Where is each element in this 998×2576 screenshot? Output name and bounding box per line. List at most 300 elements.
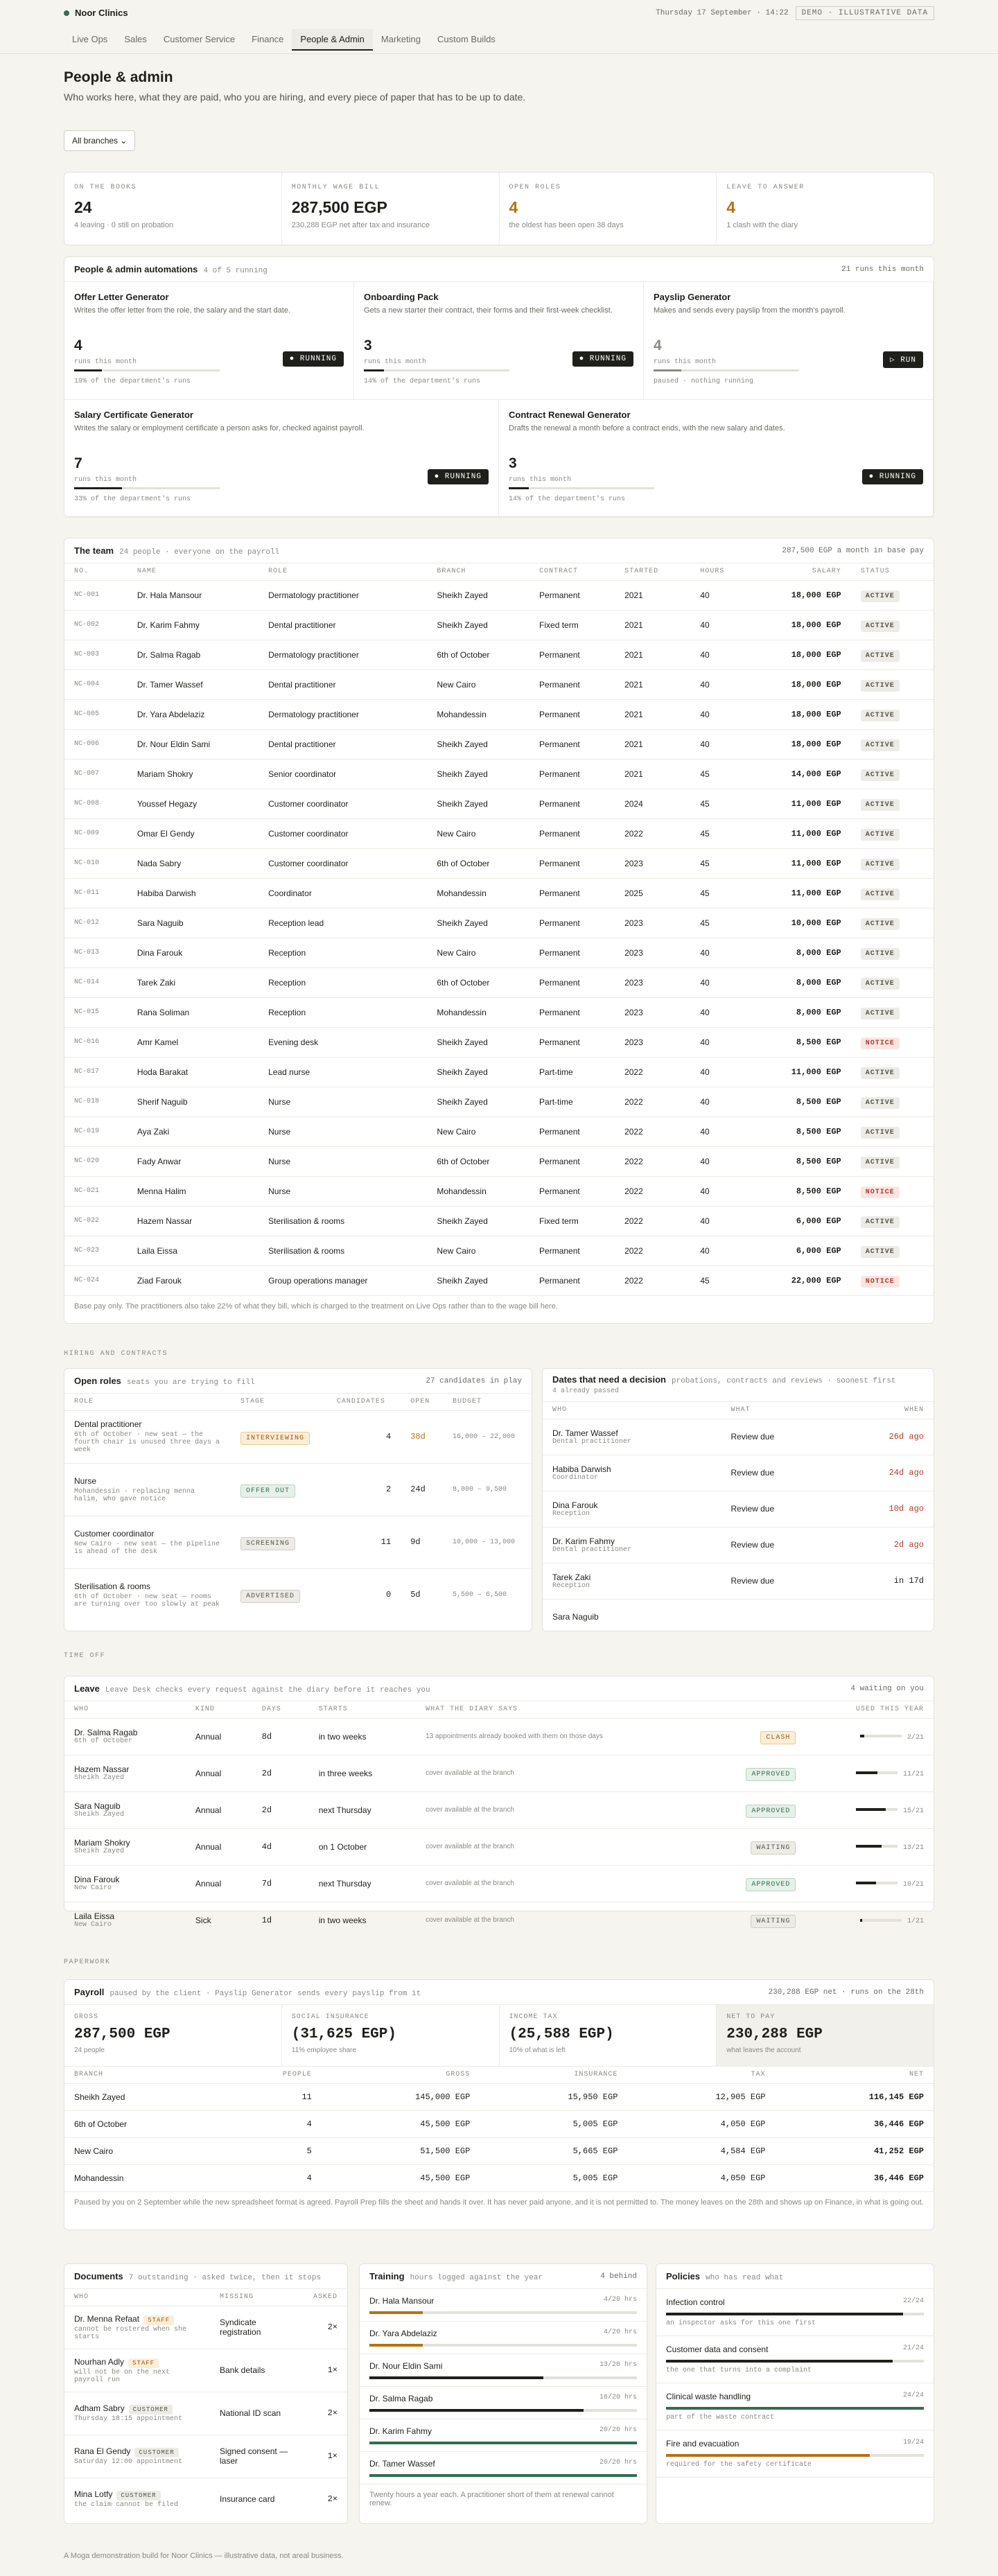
leave-row[interactable] [64,1828,934,1865]
role-row[interactable] [64,1410,532,1463]
training-name: Dr. Karim Fahmy [369,2426,432,2436]
dates-col-header: WHO [552,1406,568,1414]
payroll-kpi [64,2005,282,2066]
started: 2023 [615,938,690,967]
document-row[interactable] [64,2435,347,2478]
running-badge[interactable]: ● RUNNING [572,351,633,367]
leave-col-header [704,1701,806,1718]
automation-runs-label: runs this month [509,476,572,484]
leave-used-bar [856,1808,898,1811]
training-row[interactable] [360,2387,647,2419]
branch: 6th of October [427,967,529,997]
hours: 40 [690,997,752,1027]
hours: 40 [690,938,752,967]
branch: Sheikh Zayed [427,1265,529,1295]
leave-row[interactable] [64,1791,934,1828]
branch: Sheikh Zayed [64,2083,218,2110]
tax: 12,905 EGP [627,2083,775,2110]
dates-sub: probations, contracts and reviews · soonest first [672,1377,896,1385]
branch: Mohandessin [427,878,529,908]
training-row[interactable] [360,2419,647,2452]
document-asked: 1× [304,2349,347,2392]
table-row[interactable] [64,1236,934,1265]
policy-bar [666,2360,924,2363]
tab-marketing[interactable]: Marketing [380,34,421,44]
started: 2021 [615,729,690,759]
role: Coordinator [259,878,427,908]
open-roles-panel [64,1368,532,1631]
contract: Permanent [529,997,615,1027]
date-what: Review due [721,1527,834,1563]
table-row[interactable] [64,729,934,759]
role-row[interactable] [64,1568,532,1621]
hours: 40 [690,1057,752,1087]
salary: 18,000 EGP [753,610,851,640]
started: 2021 [615,669,690,699]
salary: 6,000 EGP [753,1236,851,1265]
employee-name: Hazem Nassar [128,1206,259,1236]
kpi-sub: 1 clash with the diary [726,221,798,229]
table-row[interactable] [64,878,934,908]
document-row[interactable] [64,2306,347,2349]
date-row[interactable] [543,1419,934,1455]
policy-count: 19/24 [902,2439,924,2446]
salary: 11,000 EGP [753,878,851,908]
role: Evening desk [259,1027,427,1057]
candidates: 11 [327,1516,401,1568]
table-row[interactable] [64,1027,934,1057]
tax: 4,050 EGP [627,2164,775,2191]
kpi-sub: the oldest has been open 38 days [509,221,624,229]
hours: 40 [690,640,752,669]
payroll-row[interactable] [64,2137,934,2164]
date-row[interactable] [543,1455,934,1491]
branch: New Cairo [427,669,529,699]
employee-name: Nada Sabry [128,848,259,878]
hours: 40 [690,967,752,997]
team-col-header: CONTRACT [539,568,579,576]
status-badge: NOTICE [861,1276,900,1288]
automation-runs-label: runs this month [654,358,717,366]
tab-finance[interactable]: Finance [252,34,284,44]
leave-who: Dr. Salma Ragab [74,1728,138,1737]
employee-no: NC-002 [64,610,128,640]
table-row[interactable] [64,1087,934,1116]
document-asked: 2× [304,2306,347,2349]
people: 4 [218,2110,322,2137]
employee-no: NC-007 [64,759,128,789]
leave-branch: 6th of October [74,1737,133,1745]
leave-status-badge[interactable]: APPROVED [746,1768,796,1781]
insurance: 5,005 EGP [480,2164,627,2191]
status-badge: NOTICE [861,1186,900,1198]
employee-no: NC-006 [64,729,128,759]
branch: Sheikh Zayed [427,1087,529,1116]
table-row[interactable] [64,1116,934,1146]
kpi-value: 287,500 EGP [291,198,387,216]
insurance: 5,665 EGP [480,2137,627,2164]
document-detail: the claim cannot be filed [74,2501,179,2509]
leave-who: Sara Naguib [74,1801,121,1811]
employee-name: Sara Naguib [128,908,259,938]
training-row[interactable] [360,2289,647,2322]
role: Nurse [259,1116,427,1146]
roles-col-header: ROLE [74,1398,94,1406]
leave-row[interactable] [64,1902,934,1938]
document-missing: National ID scan [210,2392,304,2435]
leave-branch: Sheikh Zayed [74,1774,125,1782]
tab-customer-service[interactable]: Customer Service [163,34,236,44]
policy-bar [666,2313,924,2315]
date-role: Dental practitioner [552,1437,632,1446]
contract: Permanent [529,640,615,669]
document-who: Dr. Menna Refaat [74,2313,140,2324]
contract: Permanent [529,1176,615,1206]
role: Dermatology practitioner [259,580,427,610]
table-row[interactable] [64,610,934,640]
role: Nurse [259,1176,427,1206]
gross: 45,500 EGP [322,2110,480,2137]
salary: 11,000 EGP [753,1057,851,1087]
document-missing: Signed consent — laser [210,2435,304,2478]
kpi-label: LEAVE TO ANSWER [726,184,805,191]
document-missing: Insurance card [210,2478,304,2521]
training-row[interactable] [360,2354,647,2387]
insurance: 5,005 EGP [480,2110,627,2137]
employee-name: Tarek Zaki [128,967,259,997]
leave-branch: Sheikh Zayed [74,1811,125,1819]
stage-badge: SCREENING [240,1537,295,1550]
brand[interactable]: Noor Clinics [64,8,128,18]
leave-starts: in two weeks [309,1902,416,1938]
payroll-sub: paused by the client · Payslip Generator sends every payslip from it [110,1989,421,1998]
contract: Permanent [529,1265,615,1295]
date-time: Thursday 17 September · 14:22 [656,9,789,17]
team-title: The team [74,545,114,556]
policy-detail: the one that turns into a complaint [666,2367,812,2374]
running-badge[interactable]: ● RUNNING [428,469,489,484]
contract: Permanent [529,789,615,818]
people: 5 [218,2137,322,2164]
salary: 8,500 EGP [753,1116,851,1146]
nav-tabs [64,29,504,51]
training-name: Dr. Salma Ragab [369,2394,433,2403]
payroll-kpi-label: NET TO PAY [726,2013,776,2021]
salary: 14,000 EGP [753,759,851,789]
leave-days: 8d [252,1718,309,1755]
hours: 40 [690,1116,752,1146]
hours: 45 [690,818,752,848]
training-bar [369,2311,637,2314]
running-badge[interactable]: ● RUNNING [862,469,923,484]
roles-count: 27 candidates in play [426,1376,522,1385]
role: Customer coordinator [259,848,427,878]
budget: 16,000 – 22,000 [443,1410,532,1463]
role-detail: New Cairo · new seat — the pipeline is ahead of the desk [74,1540,220,1556]
started: 2023 [615,1027,690,1057]
salary: 8,500 EGP [753,1087,851,1116]
payroll-col-header: TAX [751,2071,766,2079]
status-badge: ACTIVE [861,1097,900,1109]
branch: Sheikh Zayed [427,610,529,640]
leave-status-badge[interactable]: CLASH [760,1731,796,1744]
training-bar [369,2344,637,2347]
date-row[interactable] [543,1563,934,1599]
policy-bar [666,2454,924,2457]
roles-col-header: CANDIDATES [336,1398,385,1406]
table-row[interactable] [64,967,934,997]
document-row[interactable] [64,2349,347,2392]
automation-card [64,282,354,400]
leave-kind: Annual [186,1828,252,1865]
payroll-kpi-value: 230,288 EGP [726,2026,823,2042]
automation-runs-label: runs this month [364,358,427,366]
policies-title: Policies [666,2270,701,2281]
document-row[interactable] [64,2392,347,2435]
automation-desc: Makes and sends every payslip from the month's payroll. [654,306,846,315]
training-row[interactable] [360,2322,647,2354]
leave-kind: Annual [186,1865,252,1902]
policy-row[interactable] [656,2336,934,2383]
policy-row[interactable] [656,2430,934,2478]
training-bar [369,2376,637,2379]
role-detail: 6th of October · new seat — the fourth chair is unused three days a week [74,1431,220,1454]
policy-bar [666,2407,924,2410]
date-row[interactable] [543,1527,934,1563]
role: Lead nurse [259,1057,427,1087]
status-badge: ACTIVE [861,1067,900,1079]
roles-title: Open roles [74,1375,121,1386]
role-row[interactable] [64,1516,532,1568]
started: 2021 [615,580,690,610]
tab-live-ops[interactable]: Live Ops [72,34,108,44]
net: 116,145 EGP [776,2083,934,2110]
date-who: Dina Farouk [552,1500,598,1510]
role: Nurse [259,1087,427,1116]
leave-status-badge[interactable]: APPROVED [746,1878,796,1891]
salary: 8,500 EGP [753,1027,851,1057]
training-row[interactable] [360,2452,647,2485]
people: 11 [218,2083,322,2110]
table-row[interactable] [64,908,934,938]
kpi-card [500,173,717,245]
kpi-card [282,173,500,245]
table-row[interactable] [64,818,934,848]
table-row[interactable] [64,669,934,699]
roles-col-header: BUDGET [452,1398,482,1406]
automations-title: People & admin automations [74,263,198,274]
leave-branch: New Cairo [74,1884,112,1892]
document-who: Adham Sabry [74,2403,125,2413]
table-row[interactable] [64,938,934,967]
employee-no: NC-020 [64,1146,128,1176]
document-asked: 1× [304,2435,347,2478]
date-row[interactable] [543,1491,934,1527]
automation-name: Offer Letter Generator [74,292,169,302]
policies-sub: who has read what [706,2273,784,2282]
dates-title: Dates that need a decision [552,1374,666,1385]
role-row[interactable] [64,1463,532,1516]
contract: Permanent [529,908,615,938]
training-hours: 16/20 hrs [599,2394,637,2401]
team-note: Base pay only. The practitioners also take 22% of what they bill, which is charged to the treatment on Live Ops rather than to the wage bill here. [64,1295,934,1317]
branch: Sheikh Zayed [427,1206,529,1236]
status-badge: ACTIVE [861,829,900,841]
table-row[interactable] [64,759,934,789]
table-row[interactable] [64,580,934,610]
policy-row[interactable] [656,2383,934,2430]
table-row[interactable] [64,1265,934,1295]
employee-no: NC-023 [64,1236,128,1265]
date-when: in 17d [835,1563,934,1599]
payroll-title: Payroll [74,1986,105,1997]
document-tag: STAFF [143,2315,174,2325]
hours: 40 [690,1236,752,1265]
document-row[interactable] [64,2478,347,2521]
table-row[interactable] [64,699,934,729]
document-asked: 2× [304,2478,347,2521]
policy-name: Fire and evacuation [666,2439,739,2448]
leave-used: 1/21 [907,1917,924,1925]
table-row[interactable] [64,1057,934,1087]
team-col-header: BRANCH [437,568,466,576]
budget: 10,000 – 13,000 [443,1516,532,1568]
document-detail: cannot be rostered when she starts [74,2325,187,2341]
tax: 4,584 EGP [627,2137,775,2164]
leave-who: Laila Eissa [74,1911,115,1922]
table-row[interactable] [64,1176,934,1206]
payroll-kpi-label: SOCIAL INSURANCE [291,2013,369,2021]
payroll-kpi [282,2005,500,2066]
automation-share-bar [654,369,799,371]
hours: 45 [690,878,752,908]
leave-diary: cover available at the branch [416,1902,704,1938]
employee-no: NC-019 [64,1116,128,1146]
running-badge[interactable]: ● RUNNING [283,351,344,367]
employee-name: Sherif Naguib [128,1087,259,1116]
leave-status-badge[interactable]: WAITING [751,1841,796,1855]
candidates: 0 [327,1568,401,1621]
hours: 45 [690,759,752,789]
automation-foot: 19% of the department's runs [74,378,191,385]
leave-starts: in two weeks [309,1718,416,1755]
training-panel [359,2263,647,2524]
leave-branch: New Cairo [74,1921,112,1929]
role-name: Nurse [74,1475,97,1486]
branch: Sheikh Zayed [427,789,529,818]
role-detail: Mohandessin · replacing menna halim, who gave notice [74,1487,195,1503]
document-missing: Bank details [210,2349,304,2392]
page-subtitle: Who works here, what they are paid, who you are hiring, and every piece of paper that has to be up to date. [64,91,526,103]
budget: 8,000 – 9,500 [443,1463,532,1516]
payroll-row[interactable] [64,2083,934,2110]
started: 2025 [615,878,690,908]
policy-row[interactable] [656,2289,934,2336]
contract: Permanent [529,878,615,908]
automation-card [644,282,934,400]
payroll-row[interactable] [64,2110,934,2137]
leave-diary: 13 appointments already booked with them on those days [416,1718,704,1755]
table-row[interactable] [64,848,934,878]
document-detail: Saturday 12:00 appointment [74,2458,183,2466]
leave-row[interactable] [64,1755,934,1791]
table-row[interactable] [64,1206,934,1236]
leave-branch: Sheikh Zayed [74,1848,125,1855]
salary: 11,000 EGP [753,818,851,848]
started: 2022 [615,1087,690,1116]
leave-used-bar [856,1882,898,1884]
date-what: Review due [721,1563,834,1599]
leave-used-bar [856,1845,898,1848]
table-row[interactable] [64,1146,934,1176]
status-badge: ACTIVE [861,918,900,930]
leave-row[interactable] [64,1865,934,1902]
run-button[interactable]: ▷ RUN [883,351,923,368]
employee-no: NC-012 [64,908,128,938]
tab-custom-builds[interactable]: Custom Builds [437,34,496,44]
policy-name: Infection control [666,2297,725,2307]
hours: 45 [690,908,752,938]
employee-no: NC-016 [64,1027,128,1057]
training-hours: 4/20 hrs [603,2296,637,2304]
date-what: Review due [721,1419,834,1455]
leave-diary: cover available at the branch [416,1791,704,1828]
role: Reception [259,997,427,1027]
automation-foot: 33% of the department's runs [74,496,191,503]
hours: 40 [690,610,752,640]
payroll-row[interactable] [64,2164,934,2191]
table-row[interactable] [64,789,934,818]
role-detail: 6th of October · new seat — rooms are turning over too slowly at peak [74,1593,220,1609]
started: 2021 [615,640,690,669]
automation-foot: paused · nothing running [654,378,754,385]
table-row[interactable] [64,640,934,669]
hours: 40 [690,1176,752,1206]
table-row[interactable] [64,997,934,1027]
started: 2023 [615,908,690,938]
leave-status-badge[interactable]: WAITING [751,1915,796,1928]
kpi-label: OPEN ROLES [509,184,561,191]
role-name: Sterilisation & rooms [74,1581,151,1591]
employee-no: NC-022 [64,1206,128,1236]
status-badge: ACTIVE [861,888,900,900]
employee-name: Mariam Shokry [128,759,259,789]
branch: Sheikh Zayed [427,1057,529,1087]
tab-people-admin[interactable]: People & Admin [292,29,373,51]
training-behind: 4 behind [600,2272,637,2281]
leave-row[interactable] [64,1718,934,1755]
training-hours: 13/20 hrs [599,2361,637,2369]
tab-sales[interactable]: Sales [124,34,147,44]
branch-filter[interactable]: All branches ⌄ [64,130,135,151]
date-row[interactable] [543,1599,934,1635]
employee-name: Dr. Hala Mansour [128,580,259,610]
team-col-header: SALARY [812,568,841,576]
leave-status-badge[interactable]: APPROVED [746,1805,796,1818]
leave-starts: next Thursday [309,1791,416,1828]
contract: Permanent [529,669,615,699]
documents-col-header: ASKED [313,2293,338,2302]
hours: 40 [690,1146,752,1176]
employee-no: NC-003 [64,640,128,669]
team-col-header: ROLE [268,568,288,576]
automation-card [499,400,934,518]
date-who: Habiba Darwish [552,1464,611,1474]
section-timeoff: TIME OFF [64,1652,106,1660]
employee-name: Dr. Nour Eldin Sami [128,729,259,759]
automation-count: 3 [509,455,517,471]
employee-name: Hoda Barakat [128,1057,259,1087]
